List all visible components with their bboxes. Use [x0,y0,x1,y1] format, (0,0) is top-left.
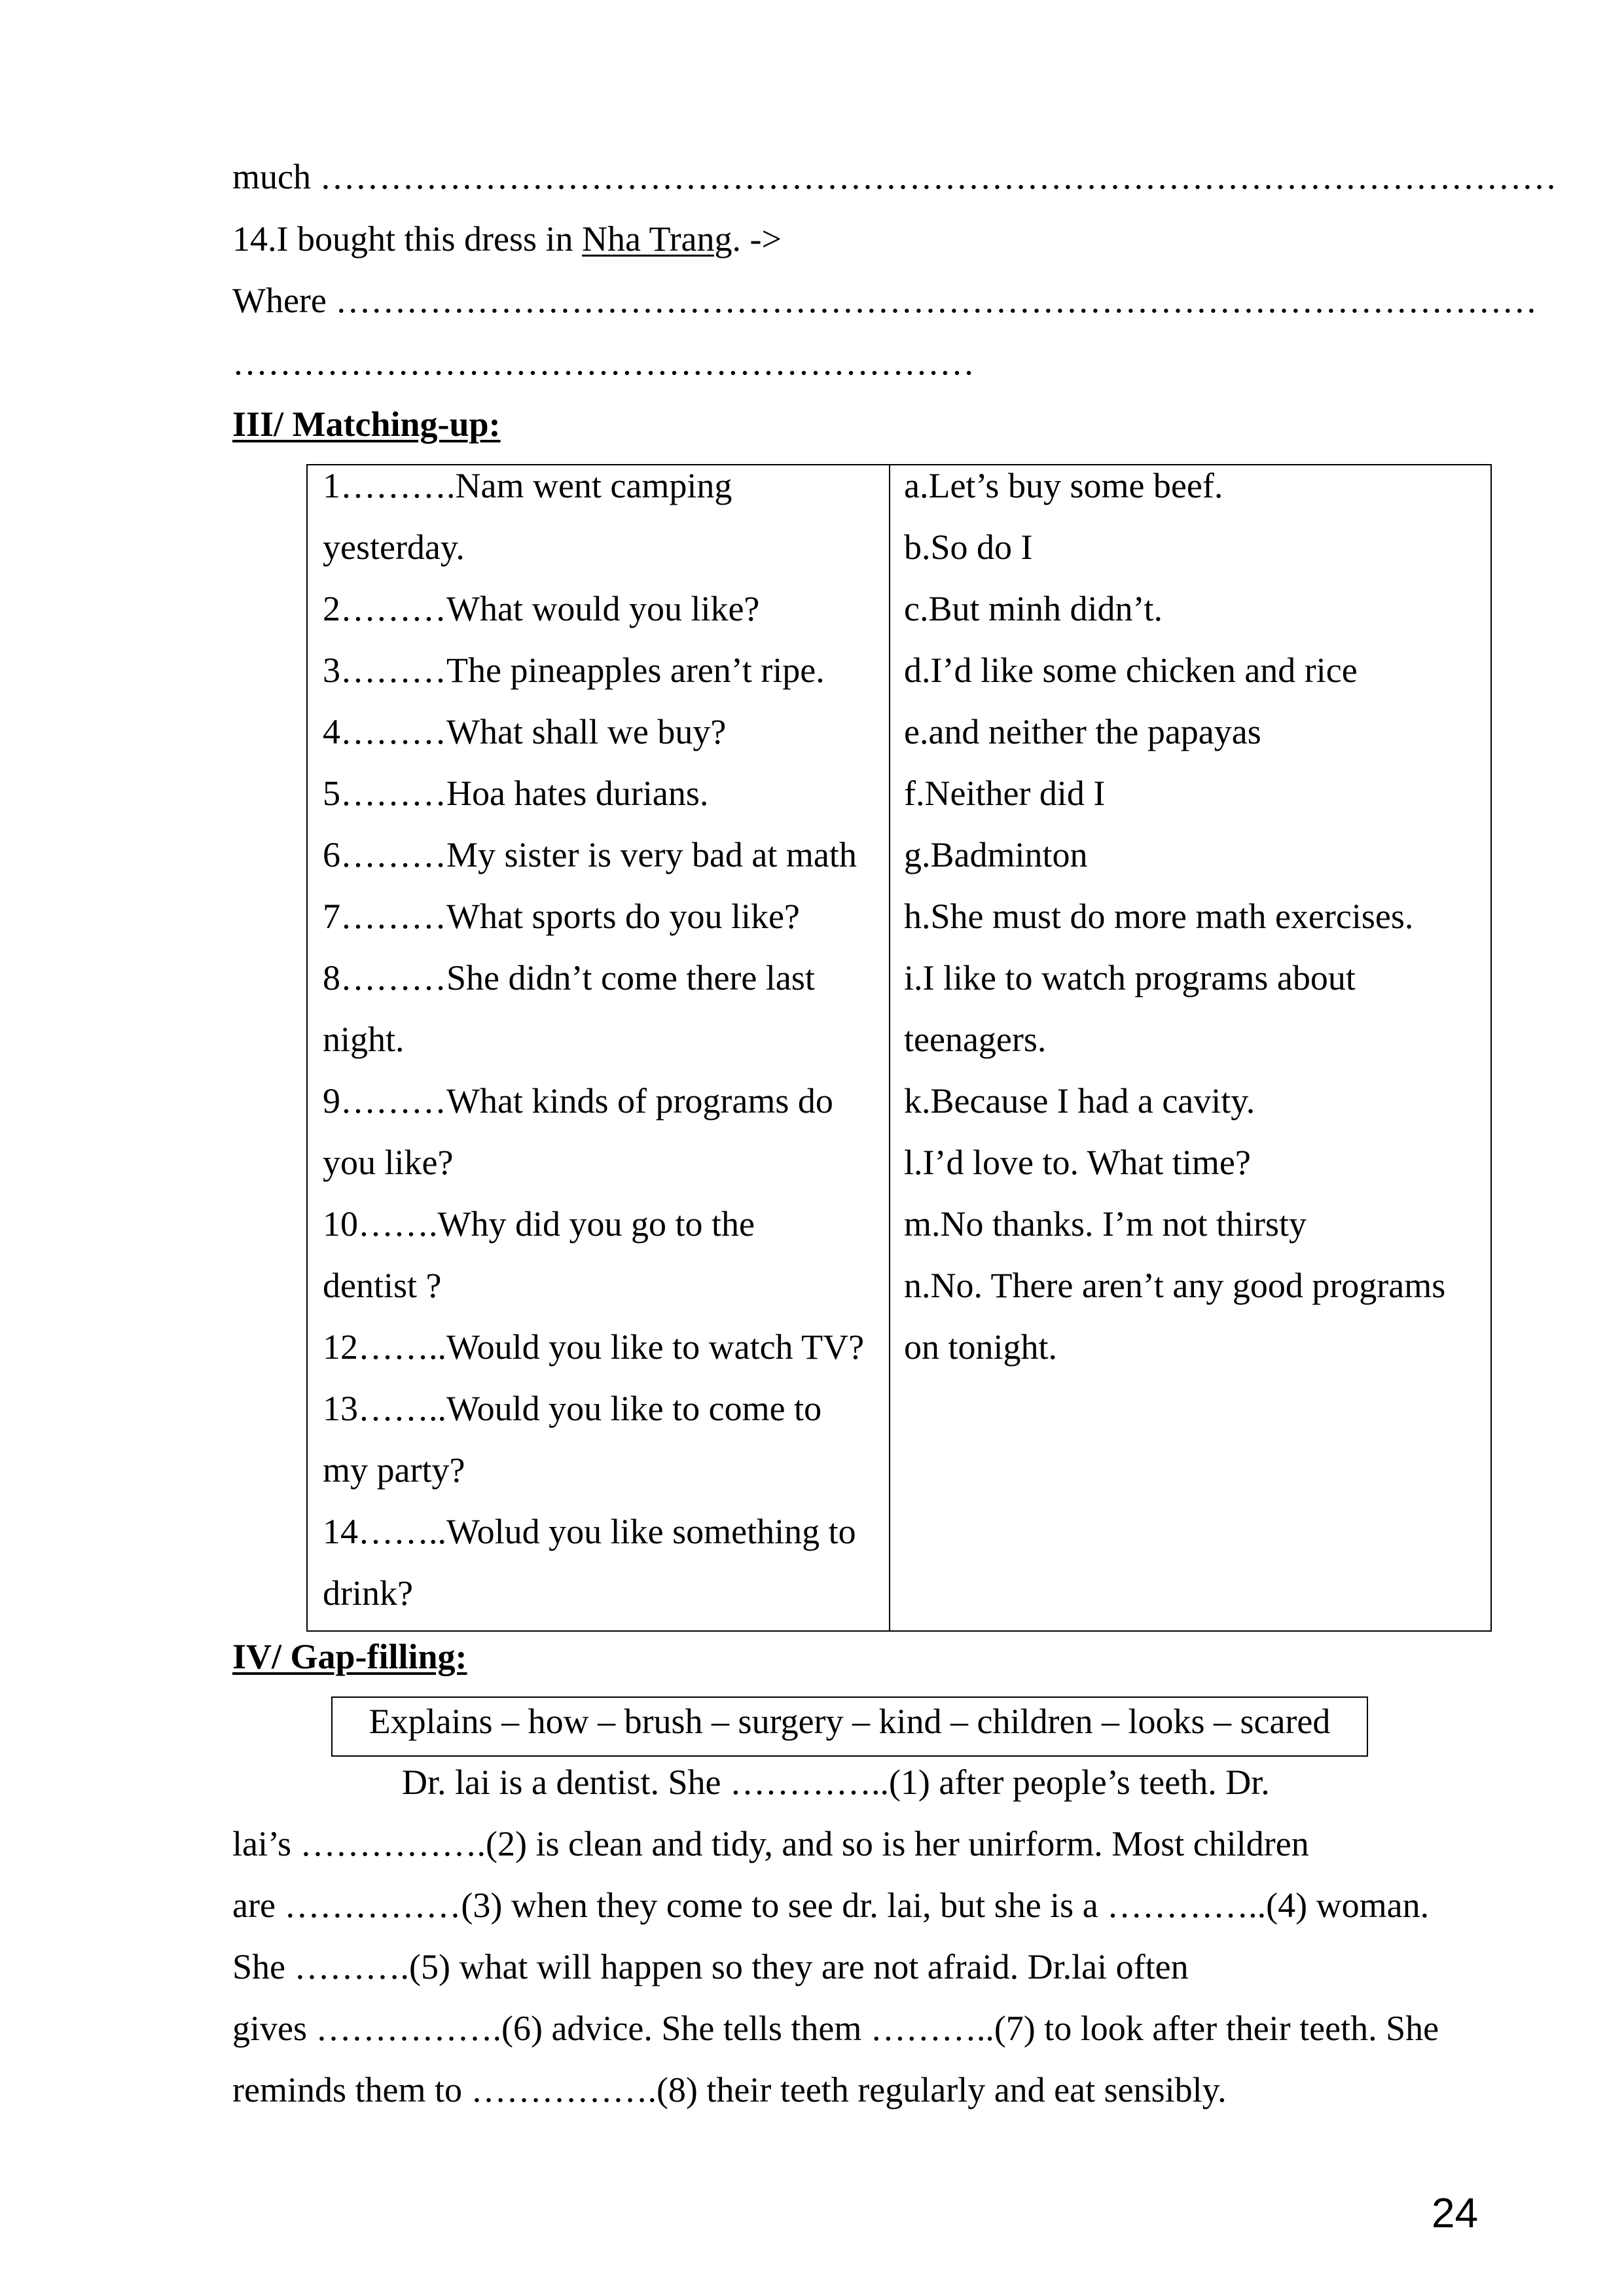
prompt-line: 5………Hoa hates durians. [323,774,709,813]
prompt-line: 12……..Would you like to watch TV? [323,1327,865,1367]
matching-prompt-10 [323,1193,889,1316]
response-line: c.But minh didn’t. [904,589,1163,628]
matching-response-k [904,1070,1490,1132]
response-line: m.No thanks. I’m not thirsty [904,1204,1307,1244]
prompt-line: 9………What kinds of programs do [323,1081,833,1121]
matching-prompt-3 [323,639,889,701]
question-14-arrow: . -> [732,219,782,259]
response-line: on tonight. [904,1327,1058,1367]
prompt-line: yesterday. [323,528,465,567]
rewrite-line-where: Where ………………………………………………………………………………………… [232,281,1538,320]
matching-prompt-14 [323,1501,889,1624]
passage-line: She ……….(5) what will happen so they are not afraid. Dr.lai often [232,1947,1189,1986]
matching-table [306,464,1492,1632]
response-line: l.I’d love to. What time? [904,1143,1251,1182]
question-14-text: 14.I bought this dress in [232,219,582,259]
passage-line: gives …………….(6) advice. She tells them ………..(7) to look after their teeth. She [232,2009,1439,2048]
matching-prompts-column [308,465,890,1630]
prompt-line: night. [323,1020,405,1059]
matching-response-a [904,455,1490,516]
matching-response-f [904,762,1490,824]
matching-prompt-4 [323,701,889,762]
prompt-line: 1……….Nam went camping [323,466,732,505]
gap-filling-passage [232,1751,1439,2121]
response-line: i.I like to watch programs about [904,958,1356,997]
matching-response-g [904,824,1490,886]
word-bank-box: Explains – how – brush – surgery – kind – children – looks – scared [331,1696,1368,1757]
prompt-line: 7………What sports do you like? [323,897,800,936]
response-line: teenagers. [904,1020,1047,1059]
prompt-line: 13……..Would you like to come to [323,1389,822,1428]
matching-prompt-7 [323,886,889,947]
matching-response-m [904,1193,1490,1255]
matching-prompt-1 [323,455,889,578]
prompt-line: you like? [323,1143,454,1182]
page-number: 24 [1432,2189,1479,2236]
rewrite-line-much: much …………………………………………………………………………………………… [232,157,1557,196]
matching-response-l [904,1132,1490,1193]
matching-response-n [904,1255,1490,1378]
prompt-line: 2………What would you like? [323,589,760,628]
rewrite-question-14 [232,208,782,270]
prompt-line: 4………What shall we buy? [323,712,727,751]
passage-line: reminds them to …………….(8) their teeth regularly and eat sensibly. [232,2070,1227,2109]
matching-prompt-13 [323,1378,889,1501]
response-line: n.No. There aren’t any good programs [904,1266,1446,1305]
response-line: g.Badminton [904,835,1088,874]
prompt-line: 6………My sister is very bad at math [323,835,857,874]
prompt-line: 3………The pineapples aren’t ripe. [323,651,825,690]
matching-prompt-6 [323,824,889,886]
prompt-line: 10…….Why did you go to the [323,1204,755,1244]
matching-response-d [904,639,1490,701]
passage-line: are ……………(3) when they come to see dr. lai, but she is a …………..(4) woman. [232,1886,1430,1925]
passage-line: Dr. lai is a dentist. She …………..(1) after people’s teeth. Dr. [402,1763,1270,1802]
matching-prompt-8 [323,947,889,1070]
response-line: a.Let’s buy some beef. [904,466,1223,505]
matching-prompt-9 [323,1070,889,1193]
prompt-line: dentist ? [323,1266,442,1305]
matching-prompt-5 [323,762,889,824]
rewrite-line-blank: ……………………………………………………… [232,343,975,382]
response-line: k.Because I had a cavity. [904,1081,1255,1121]
matching-response-b [904,516,1490,578]
matching-prompt-2 [323,578,889,639]
matching-response-e [904,701,1490,762]
prompt-line: 14……..Wolud you like something to [323,1512,856,1551]
question-14-underlined-phrase: Nha Trang [582,219,732,259]
response-line: h.She must do more math exercises. [904,897,1414,936]
response-line: d.I’d like some chicken and rice [904,651,1358,690]
response-line: f.Neither did I [904,774,1106,813]
matching-prompt-12 [323,1316,889,1378]
response-line: b.So do I [904,528,1033,567]
gap-filling-heading: IV/ Gap-filling: [232,1637,467,1676]
prompt-line: 8………She didn’t come there last [323,958,815,997]
matching-responses-column [890,465,1490,1630]
matching-heading: III/ Matching-up: [232,404,501,444]
matching-response-h [904,886,1490,947]
matching-response-c [904,578,1490,639]
response-line: e.and neither the papayas [904,712,1261,751]
matching-response-i [904,947,1490,1070]
prompt-line: drink? [323,1573,413,1613]
passage-line: lai’s …………….(2) is clean and tidy, and so is her unirform. Most children [232,1824,1309,1863]
prompt-line: my party? [323,1450,465,1490]
